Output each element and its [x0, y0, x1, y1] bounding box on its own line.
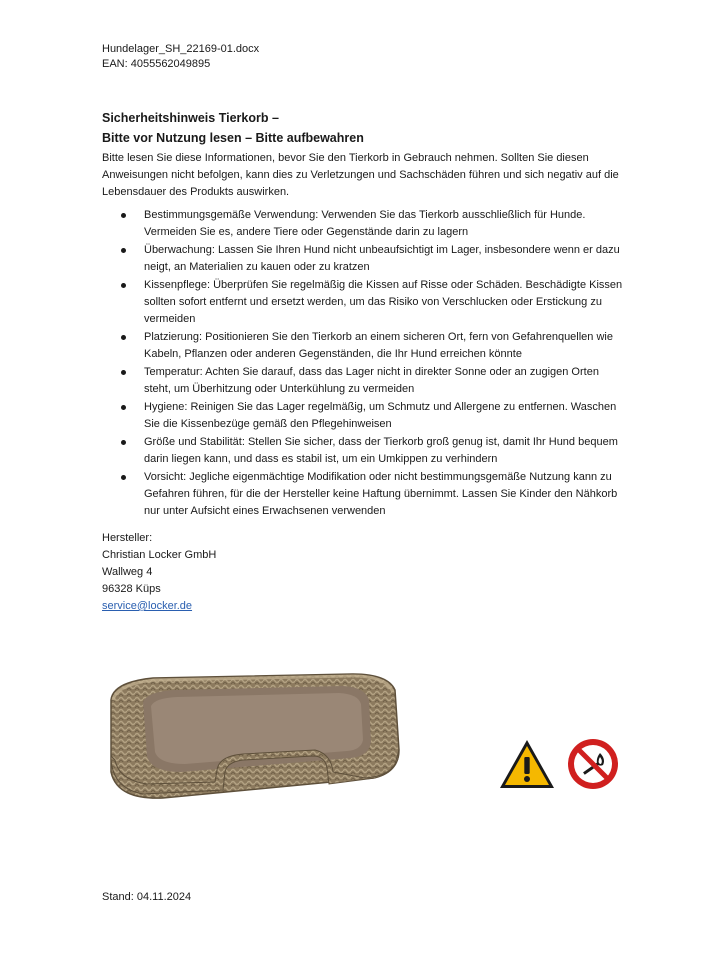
bullet-icon — [121, 213, 126, 218]
document-title — [102, 108, 364, 148]
manufacturer-label: Hersteller: — [102, 532, 153, 544]
bullet-icon — [121, 475, 126, 480]
list-item: Hygiene: Reinigen Sie das Lager regelmäßig, um Schmutz und Allergene zu entfernen. Waschen Sie die Kissenbezüge gemäß den Pflegehinweisen — [102, 399, 627, 433]
warning-triangle-icon — [498, 738, 556, 790]
list-item: Kissenpflege: Überprüfen Sie regelmäßig die Kissen auf Risse oder Schäden. Beschädigte Kissen sollten sofort entfernt und ersetzt werden, um das Risiko von Verschlucken oder Erstickung zu vermeiden — [102, 277, 627, 328]
bullet-icon — [121, 440, 126, 445]
manufacturer-email-link[interactable]: service@locker.de — [102, 600, 193, 612]
document-footer: Stand: 04.11.2024 — [102, 891, 192, 903]
no-open-flame-icon — [566, 737, 620, 791]
bullet-icon — [121, 248, 126, 253]
manufacturer-block — [102, 530, 216, 615]
title-line-2: Bitte vor Nutzung lesen – Bitte aufbewahren — [102, 131, 364, 145]
filename-text: Hundelager_SH_22169-01.docx — [102, 43, 260, 55]
safety-list — [102, 207, 627, 521]
ean-text: EAN: 4055562049895 — [102, 58, 211, 70]
intro-paragraph: Bitte lesen Sie diese Informationen, bevor Sie den Tierkorb in Gebrauch nehmen. Sollten Sie diesen Anweisungen nicht befolgen, kann dies zu Verletzungen und Sachschäden führen und sich negativ auf die Lebensdauer des Produkts auswirken. — [102, 152, 619, 198]
list-item: Bestimmungsgemäße Verwendung: Verwenden Sie das Tierkorb ausschließlich für Hunde. Vermeiden Sie es, andere Tiere oder Gegenstände darin zu lagern — [102, 207, 627, 241]
title-line-1: Sicherheitshinweis Tierkorb – — [102, 111, 279, 125]
list-item: Überwachung: Lassen Sie Ihren Hund nicht unbeaufsichtigt im Lager, insbesondere wenn er dazu neigt, an Materialien zu kauen oder zu kratzen — [102, 242, 627, 276]
list-item: Größe und Stabilität: Stellen Sie sicher, dass der Tierkorb groß genug ist, damit Ihr Hund bequem darin liegen kann, und dass es stabil ist, um ein Umkippen zu verhindern — [102, 434, 627, 468]
manufacturer-name: Christian Locker GmbH — [102, 549, 217, 561]
bullet-icon — [121, 370, 126, 375]
basket-product-image — [103, 660, 403, 806]
document-header — [102, 42, 259, 72]
list-item: Vorsicht: Jegliche eigenmächtige Modifikation oder nicht bestimmungsgemäße Nutzung kann zu Gefahren führen, für die der Hersteller keine Haftung übernimmt. Lassen Sie Kinder den Nähkorb nur unter Aufsicht eines Erwachsenen verwenden — [102, 469, 627, 520]
bullet-icon — [121, 283, 126, 288]
list-item: Temperatur: Achten Sie darauf, dass das Lager nicht in direkter Sonne oder an zugigen Orten steht, um Überhitzung oder Unterkühlung zu vermeiden — [102, 364, 627, 398]
manufacturer-street: Wallweg 4 — [102, 566, 153, 578]
bullet-icon — [121, 405, 126, 410]
bullet-icon — [121, 335, 126, 340]
list-item: Platzierung: Positionieren Sie den Tierkorb an einem sicheren Ort, fern von Gefahrenquellen wie Kabeln, Pflanzen oder anderen Gegenständen, die Ihr Hund erreichen könnte — [102, 329, 627, 363]
manufacturer-city: 96328 Küps — [102, 583, 161, 595]
